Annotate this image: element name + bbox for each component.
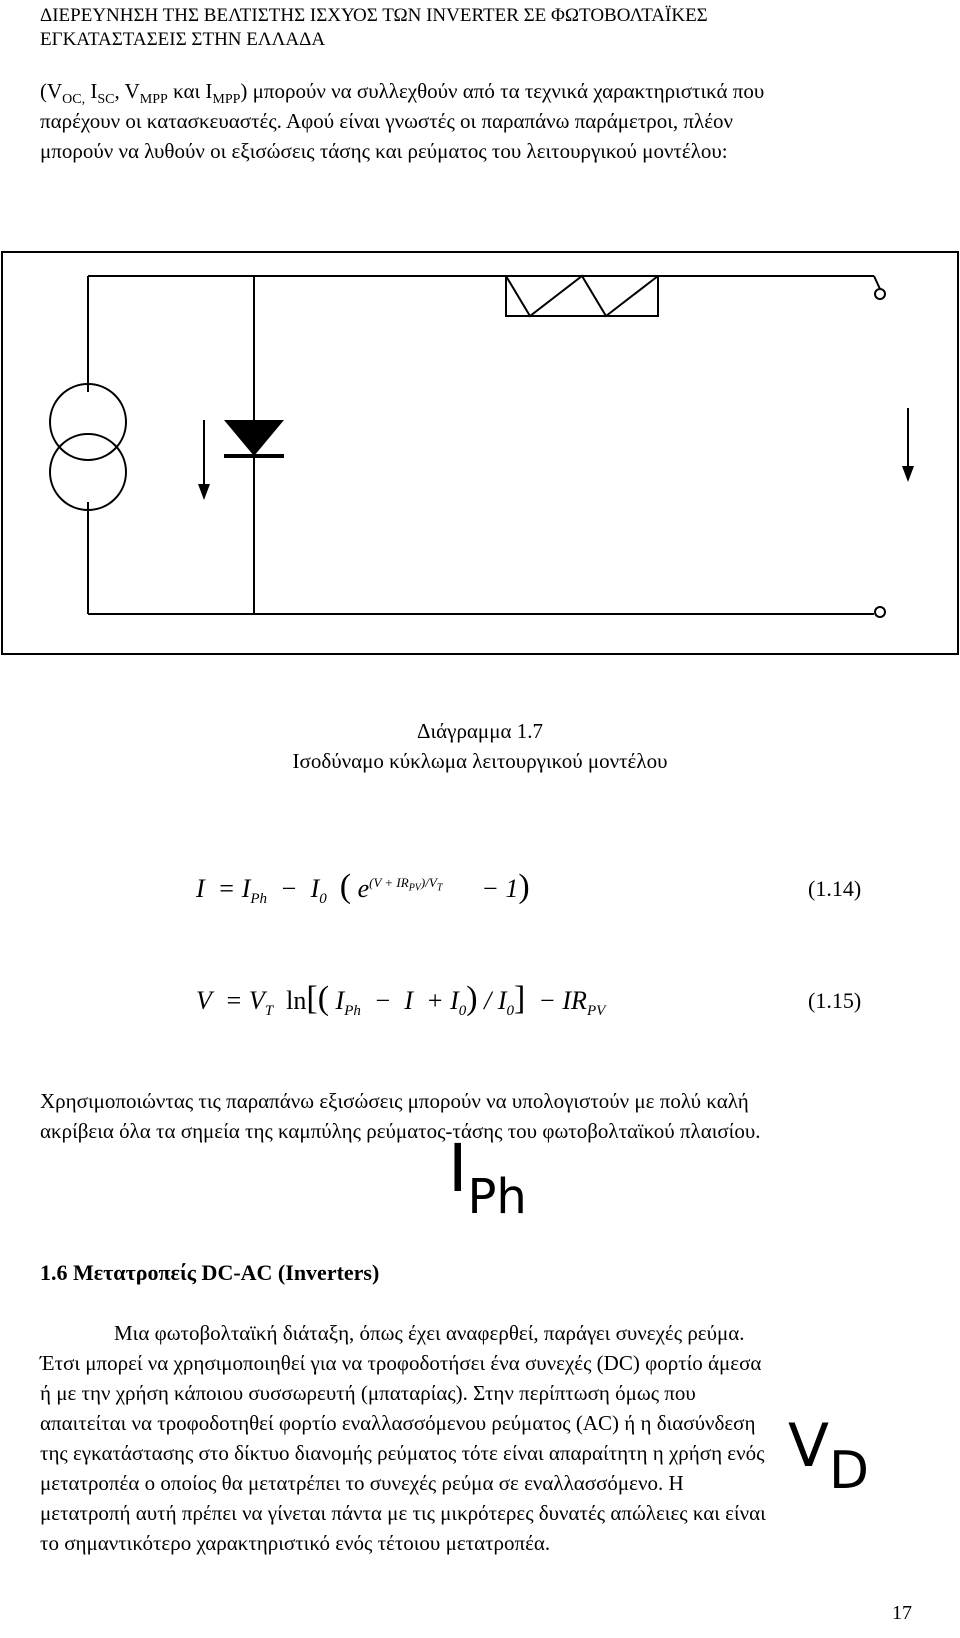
- vd-label-sub: D: [829, 1441, 870, 1501]
- iph-label-sub: Ph: [467, 1169, 527, 1225]
- section-line-3: ή με την χρήση κάποιου συσσωρευτή (μπαταρίας). Στην περίπτωση όμως που: [40, 1381, 696, 1405]
- body-line-1: Χρησιμοποιώντας τις παραπάνω εξισώσεις μπορούν να υπολογιστούν με πολύ καλή: [40, 1089, 749, 1113]
- vd-label-main: V: [788, 1411, 830, 1481]
- resistor-zigzag: [506, 276, 658, 316]
- output-terminal-top: [875, 289, 885, 299]
- iph-label: [448, 1130, 527, 1225]
- section-line-5: της εγκατάστασης στο δίκτυο διανομής ρεύματος τότε είναι απαραίτητη η χρήση ενός: [40, 1441, 765, 1465]
- series-resistor: [506, 276, 658, 316]
- section-line-8: το σημαντικότερο χαρακτηριστικό ενός τέτοιου μετατροπέα.: [40, 1531, 551, 1555]
- intro-line-1: ($V_{OC,}$ $I_{SC}$, $V_{MPP}$ και $I_{MPP}$) μπορούν να συλλεχθούν από τα τεχνικά χαρακτηριστικά που: [40, 79, 765, 108]
- header-line-1: ΔΙΕΡΕΥΝΗΣΗ ΤΗΣ ΒΕΛΤΙΣΤΗΣ ΙΣΧΥΟΣ ΤΩΝ INVERTER ΣΕ ΦΩΤΟΒΟΛΤΑΪΚΕΣ: [40, 5, 708, 26]
- equation-1-14: $I = I_{Ph} - I_0$ ( $e^{(V + IR_{PV})/V_T}$ − 1): [196, 868, 530, 908]
- section-line-4: απαιτείται να τροφοδοτηθεί φορτίο εναλλασσόμενου ρεύματος (AC) ή η διασύνδεση: [40, 1411, 756, 1435]
- intro-line-3: μπορούν να λυθούν οι εξισώσεις τάσης και ρεύματος του λειτουργικού μοντέλου:: [40, 139, 728, 163]
- output-arrow-head: [902, 466, 914, 482]
- diagram-frame: [2, 252, 958, 654]
- current-source-circle-top: [50, 384, 126, 460]
- diode-triangle: [224, 420, 284, 456]
- section-line-2: Έτσι μπορεί να χρησιμοποιηθεί για να τροφοδοτήσει ένα συνεχές (DC) φορτίο άμεσα: [40, 1351, 762, 1375]
- section-line-1: Μια φωτοβολταϊκή διάταξη, όπως έχει αναφερθεί, παράγει συνεχές ρεύμα.: [114, 1321, 745, 1345]
- section-line-7: μετατροπή αυτή πρέπει να γίνεται πάντα με τις μικρότερες δυνατές απώλειες και είναι: [40, 1501, 766, 1525]
- iph-arrow-head: [198, 484, 210, 500]
- output-terminal-bottom: [875, 607, 885, 617]
- current-source-circle-bottom: [50, 434, 126, 510]
- section-heading: 1.6 Μετατροπείς DC-AC (Inverters): [40, 1260, 380, 1285]
- equation-1-14-number: (1.14): [808, 876, 862, 901]
- iph-label-main: I: [448, 1130, 468, 1207]
- section-line-6: μετατροπέα ο οποίος θα μετατρέπει το συνεχές ρεύμα σε εναλλασσόμενο. Η: [40, 1471, 684, 1495]
- intro-line-2: παρέχουν οι κατασκευαστές. Αφού είναι γνωστές οι παραπάνω παράμετροι, πλέον: [40, 109, 734, 133]
- figure-caption-title: Ισοδύναμο κύκλωμα λειτουργικού μοντέλου: [292, 749, 668, 773]
- vd-label: [788, 1411, 870, 1501]
- equation-1-15-number: (1.15): [808, 988, 862, 1013]
- header-line-2: ΕΓΚΑΤΑΣΤΑΣΕΙΣ ΣΤΗΝ ΕΛΛΑΔΑ: [40, 29, 326, 50]
- figure-caption-number: Διάγραμμα 1.7: [417, 719, 543, 743]
- body-line-2: ακρίβεια όλα τα σημεία της καμπύλης ρεύματος-τάσης του φωτοβολταϊκού πλαισίου.: [40, 1119, 761, 1143]
- equation-1-15: $V = V_T$ ln[( $I_{Ph} - I + I_0) / I_0] - IR_{PV}$: [196, 980, 606, 1020]
- page-number: 17: [892, 1602, 912, 1624]
